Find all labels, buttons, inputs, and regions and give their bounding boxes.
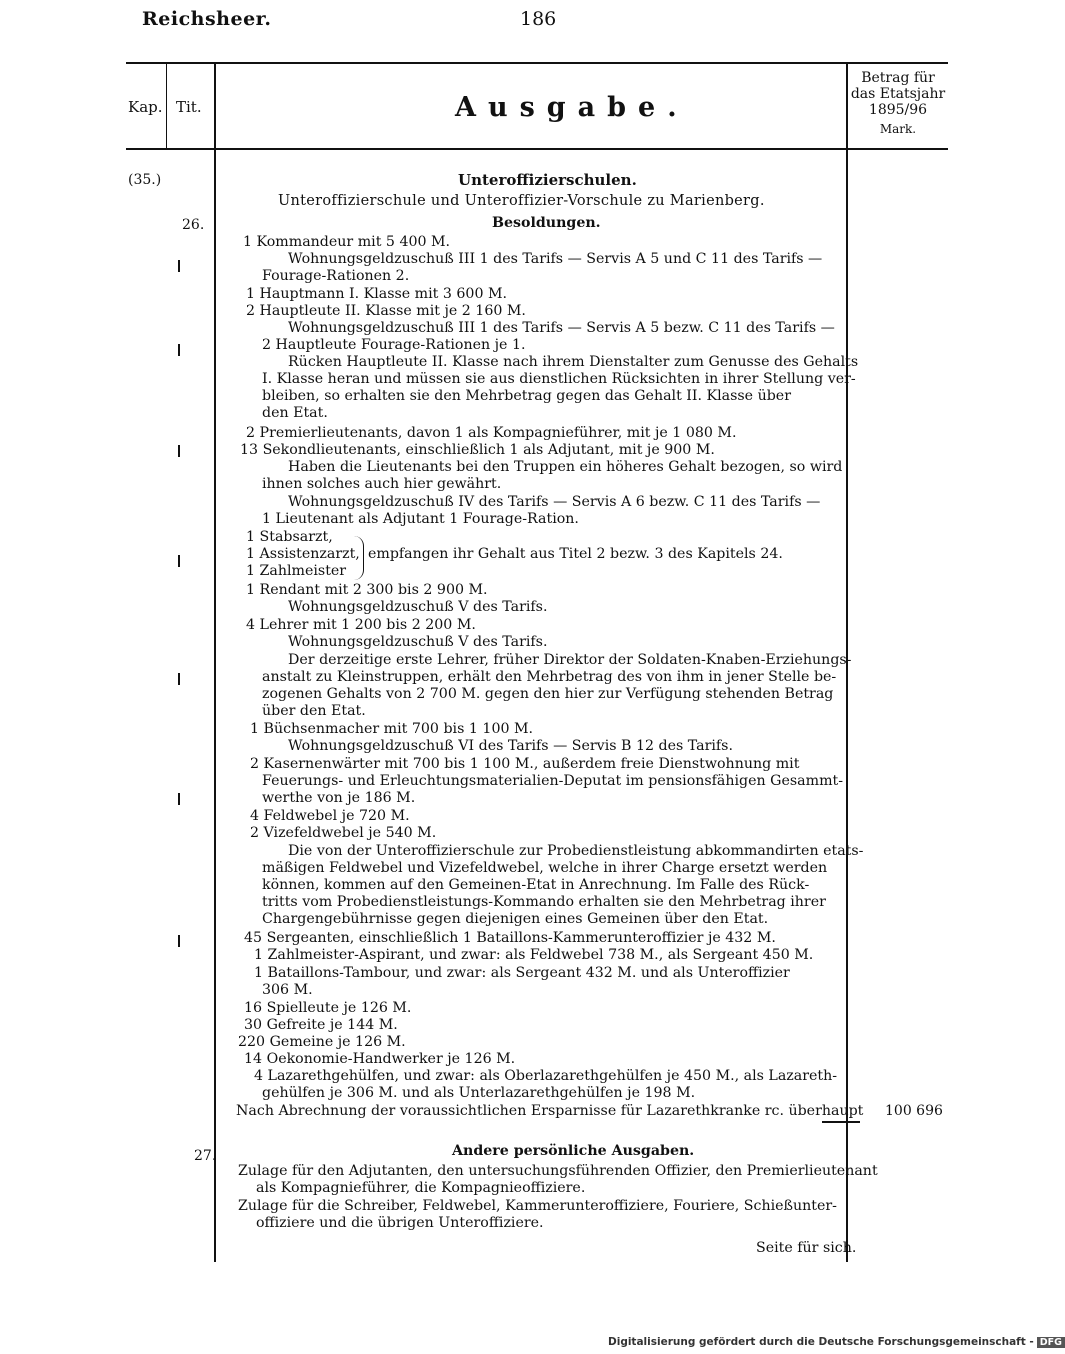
betrag-column-header (848, 70, 948, 137)
text-line: Wohnungsgeldzuschuß VI des Tarifs — Servis B 12 des Tarifs. (288, 738, 733, 754)
text-line: 2 Kasernenwärter mit 700 bis 1 100 M., außerdem freie Dienstwohnung mit (250, 756, 800, 772)
section-heading: Unteroffizierschulen. (458, 171, 637, 189)
margin-tick (178, 555, 180, 567)
text-line: anstalt zu Kleinstruppen, erhält den Mehrbetrag des von ihm in jener Stelle be- (262, 669, 837, 685)
running-head: Reichsheer. (142, 8, 272, 30)
brace-text: empfangen ihr Gehalt aus Titel 2 bezw. 3 des Kapitels 24. (368, 546, 783, 562)
kap-column-divider (166, 62, 167, 149)
kap-column-header: Kap. (128, 98, 163, 116)
text-line: 306 M. (262, 982, 313, 998)
sum-value: 100 696 (885, 1103, 943, 1119)
text-line: 45 Sergeanten, einschließlich 1 Bataillons-Kammerunteroffizier je 432 M. (244, 930, 776, 946)
footer-text: Digitalisierung gefördert durch die Deutsche Forschungsgemeinschaft - (608, 1336, 1034, 1348)
text-line: 1 Zahlmeister (246, 563, 347, 579)
text-line: bleiben, so erhalten sie den Mehrbetrag gegen das Gehalt II. Klasse über (262, 388, 791, 404)
text-line: I. Klasse heran und müssen sie aus dienstlichen Rücksichten in ihrer Stellung ver- (262, 371, 856, 387)
text-line: 1 Lieutenant als Adjutant 1 Fourage-Ration. (262, 511, 579, 527)
tit-26-heading: Besoldungen. (492, 215, 601, 231)
digitization-footer (608, 1336, 1065, 1348)
betrag-line-3: 1895/96 (868, 102, 928, 118)
text-line: 220 Gemeine je 126 M. (238, 1034, 406, 1050)
text-line: Die von der Unteroffizierschule zur Probedienstleistung abkommandirten etats- (288, 843, 864, 859)
text-line: 30 Gefreite je 144 M. (244, 1017, 398, 1033)
text-line: Rücken Hauptleute II. Klasse nach ihrem Dienstalter zum Genusse des Gehalts (288, 354, 859, 370)
text-line: Wohnungsgeldzuschuß V des Tarifs. (288, 599, 548, 615)
text-line: Chargengebührnisse gegen diejenigen eines Gemeinen über den Etat. (262, 911, 769, 927)
text-line: ihnen solches auch hier gewährt. (262, 476, 502, 492)
text-line: 4 Lazarethgehülfen, und zwar: als Oberlazarethgehülfen je 450 M., als Lazareth- (254, 1068, 838, 1084)
text-line: 2 Hauptleute II. Klasse mit je 2 160 M. (246, 303, 526, 319)
text-line: zogenen Gehalts von 2 700 M. gegen den hier zur Verfügung stehenden Betrag (262, 686, 834, 702)
tit-27-number: 27. (194, 1148, 217, 1164)
text-line: Wohnungsgeldzuschuß V des Tarifs. (288, 634, 548, 650)
text-line: über den Etat. (262, 703, 366, 719)
text-line: 4 Feldwebel je 720 M. (250, 808, 410, 824)
page-number: 186 (520, 8, 557, 30)
text-line: 1 Zahlmeister-Aspirant, und zwar: als Feldwebel 738 M., als Sergeant 450 M. (254, 947, 814, 963)
text-line: 1 Assistenzarzt, (246, 546, 360, 562)
page-title: Ausgabe. (455, 92, 689, 123)
margin-tick (178, 344, 180, 356)
section-subheading: Unteroffizierschule und Unteroffizier-Vorschule zu Marienberg. (278, 193, 765, 209)
margin-tick (178, 935, 180, 947)
tit-27-heading: Andere persönliche Ausgaben. (452, 1143, 695, 1159)
text-line: 2 Hauptleute Fourage-Rationen je 1. (262, 337, 526, 353)
sum-underline (822, 1121, 860, 1123)
text-line: mäßigen Feldwebel und Vizefeldwebel, welche in ihrer Charge ersetzt werden (262, 860, 828, 876)
text-line: werthe von je 186 M. (262, 790, 416, 806)
brace-symbol (353, 536, 364, 580)
text-line: als Kompagnieführer, die Kompagnieoffiziere. (256, 1180, 586, 1196)
margin-tick (178, 793, 180, 805)
text-line: 2 Vizefeldwebel je 540 M. (250, 825, 437, 841)
text-line: 14 Oekonomie-Handwerker je 126 M. (244, 1051, 516, 1067)
tit-column-divider (214, 62, 216, 1262)
text-line: Haben die Lieutenants bei den Truppen ein höheres Gehalt bezogen, so wird (288, 459, 843, 475)
betrag-line-2: das Etatsjahr (850, 86, 946, 102)
tit-26-number: 26. (182, 217, 205, 233)
text-line: gehülfen je 306 M. und als Unterlazarethgehülfen je 198 M. (262, 1085, 696, 1101)
text-line: den Etat. (262, 405, 328, 421)
text-line: 1 Hauptmann I. Klasse mit 3 600 M. (246, 286, 508, 302)
text-line: können, kommen auf den Gemeinen-Etat in Anrechnung. Im Falle des Rück- (262, 877, 810, 893)
text-line: Nach Abrechnung der voraussichtlichen Ersparnisse für Lazarethkranke rc. überhaupt (236, 1103, 864, 1119)
dfg-logo: DFG (1037, 1337, 1065, 1348)
text-line: Wohnungsgeldzuschuß IV des Tarifs — Servis A 6 bezw. C 11 des Tarifs — (288, 494, 821, 510)
text-line: tritts vom Probedienstleistungs-Kommando erhalten sie den Mehrbetrag ihrer (262, 894, 826, 910)
table-top-rule (126, 62, 948, 64)
text-line: 16 Spielleute je 126 M. (244, 1000, 412, 1016)
text-line: 1 Rendant mit 2 300 bis 2 900 M. (246, 582, 488, 598)
text-line: 1 Bataillons-Tambour, und zwar: als Sergeant 432 M. und als Unteroffizier (254, 965, 790, 981)
text-line: 1 Büchsenmacher mit 700 bis 1 100 M. (250, 721, 534, 737)
text-line: 1 Kommandeur mit 5 400 M. (243, 234, 451, 250)
text-line: 4 Lehrer mit 1 200 bis 2 200 M. (246, 617, 476, 633)
text-line: Feuerungs- und Erleuchtungsmaterialien-Deputat im pensionsfähigen Gesammt- (262, 773, 844, 789)
table-header-rule (126, 148, 948, 150)
tit-column-header: Tit. (176, 98, 202, 116)
betrag-unit: Mark. (879, 122, 917, 136)
margin-tick (178, 445, 180, 457)
text-line: Wohnungsgeldzuschuß III 1 des Tarifs — Servis A 5 und C 11 des Tarifs — (288, 251, 823, 267)
margin-tick (178, 673, 180, 685)
text-line: 2 Premierlieutenants, davon 1 als Kompagnieführer, mit je 1 080 M. (246, 425, 737, 441)
text-line: Fourage-Rationen 2. (262, 268, 410, 284)
text-line: Der derzeitige erste Lehrer, früher Direktor der Soldaten-Knaben-Erziehungs- (288, 652, 852, 668)
margin-tick (178, 260, 180, 272)
text-line: 1 Stabsarzt, (246, 529, 333, 545)
text-line: Zulage für den Adjutanten, den untersuchungsführenden Offizier, den Premierlieutenant (238, 1163, 878, 1179)
text-line: offiziere und die übrigen Unteroffiziere. (256, 1215, 544, 1231)
text-line: Zulage für die Schreiber, Feldwebel, Kammerunteroffiziere, Fouriere, Schießunter- (238, 1198, 837, 1214)
continuation-note: Seite für sich. (756, 1240, 857, 1256)
kap-number: (35.) (128, 172, 162, 188)
betrag-line-1: Betrag für (861, 70, 935, 86)
text-line: 13 Sekondlieutenants, einschließlich 1 als Adjutant, mit je 900 M. (240, 442, 715, 458)
text-line: Wohnungsgeldzuschuß III 1 des Tarifs — Servis A 5 bezw. C 11 des Tarifs — (288, 320, 835, 336)
